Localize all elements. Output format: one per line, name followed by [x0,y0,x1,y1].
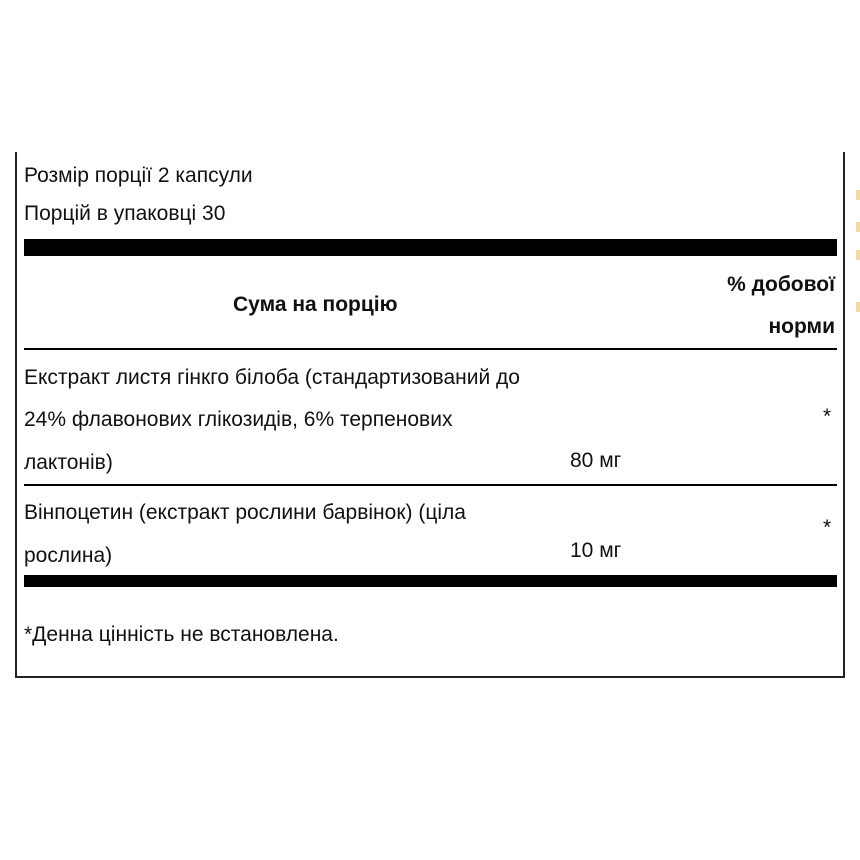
nutrient-name-line: Екстракт листя гінкго білоба (стандартизований до [24,366,520,389]
thick-divider-bottom [24,575,837,587]
daily-value-header-line2: норми [768,315,835,338]
daily-value-header-line1: % добової [727,273,835,296]
thick-divider-top [24,239,837,256]
nutrient-amount: 80 мг [570,449,622,472]
nutrient-name-line: рослина) [24,544,113,567]
row-divider [24,484,837,486]
nutrient-name-line: лактонів) [24,451,113,474]
serving-size: Розмір порції 2 капсули [24,164,253,187]
footnote: *Денна цінність не встановлена. [24,623,339,646]
amount-per-serving-header: Сума на порцію [233,293,398,316]
nutrient-daily-value: * [823,516,832,539]
servings-per-container: Порцій в упаковці 30 [24,202,226,225]
nutrient-amount: 10 мг [570,539,622,562]
edge-artifact [856,222,860,232]
nutrient-daily-value: * [823,405,832,428]
edge-artifact [856,302,860,312]
nutrient-name-line: Вінпоцетин (екстракт рослини барвінок) (ціла [24,501,466,524]
nutrient-name-line: 24% флавонових глікозидів, 6% терпенових [24,408,453,431]
edge-artifact [856,250,860,260]
edge-artifact [856,190,860,200]
supplement-facts-panel [15,152,845,678]
header-divider [24,348,837,350]
